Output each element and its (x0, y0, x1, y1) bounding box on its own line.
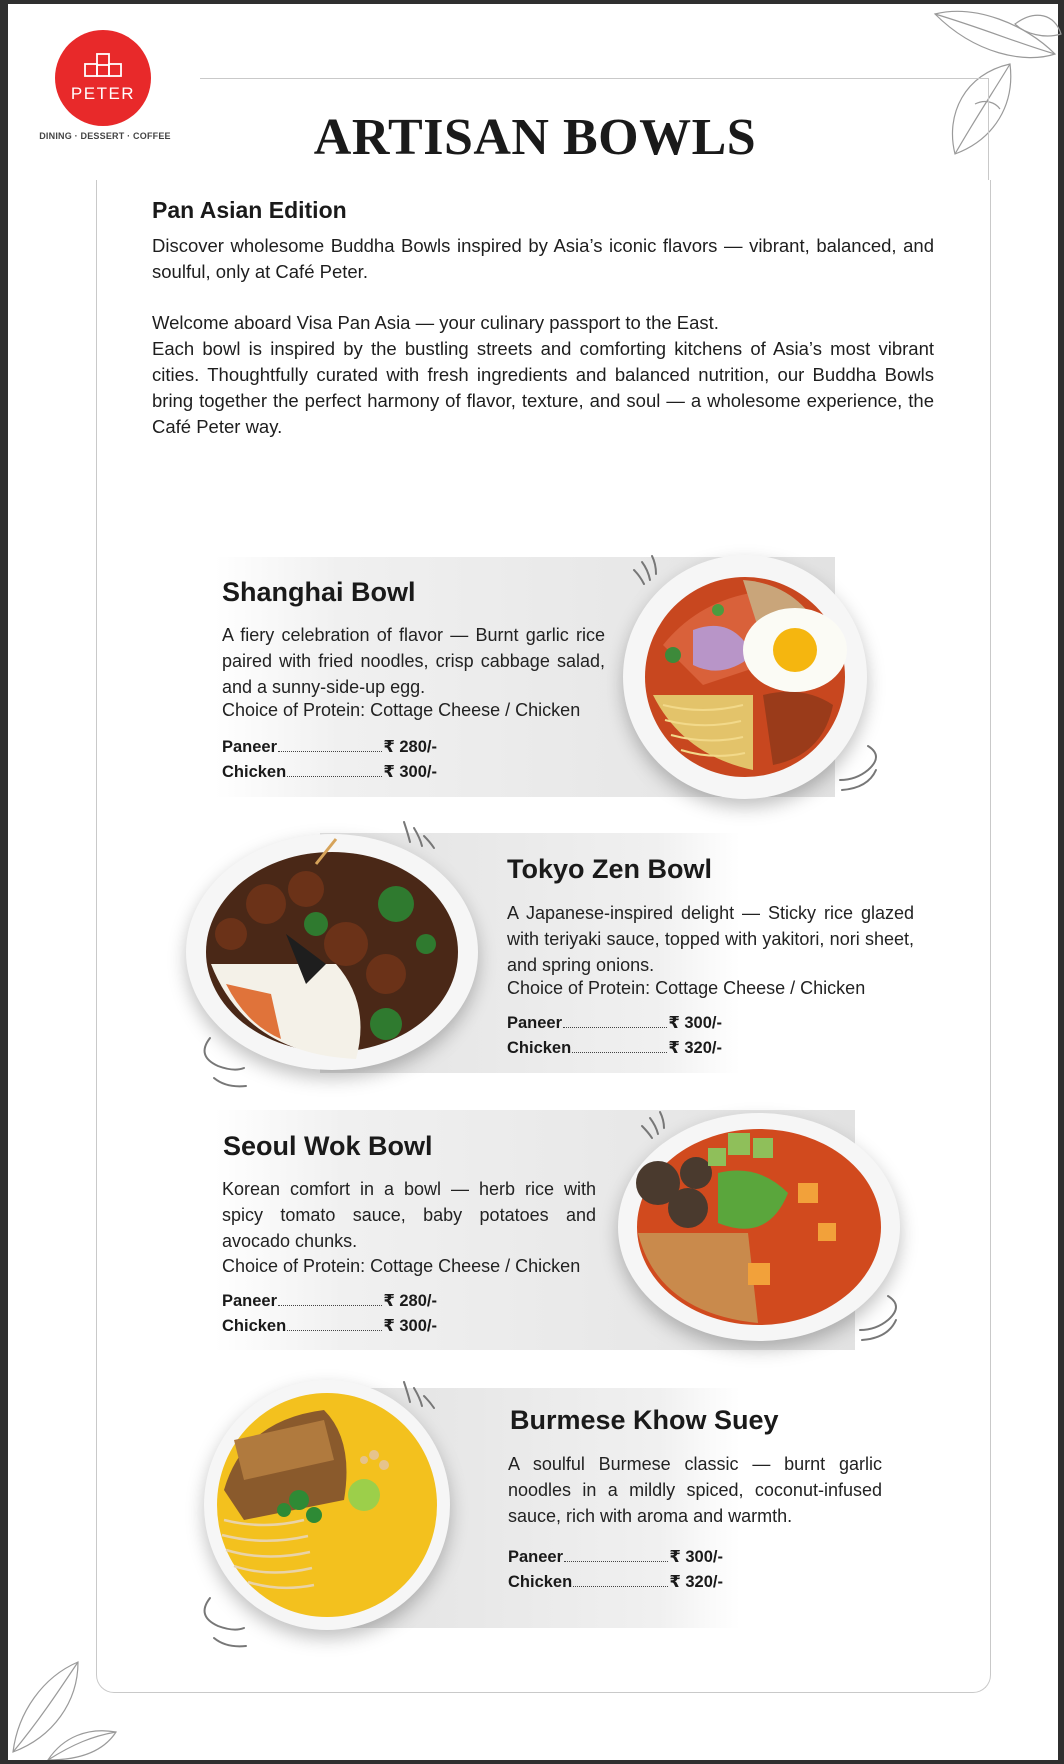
left-border (0, 0, 8, 1764)
price-row (508, 1547, 723, 1567)
divider (988, 78, 989, 180)
dish-description: Korean comfort in a bowl — herb rice with spicy tomato sauce, baby potatoes and avocado chunks. (222, 1179, 596, 1251)
brand-logo (55, 30, 151, 126)
leader-dots (278, 751, 382, 752)
price-label: Paneer (222, 1292, 278, 1310)
steam-swoosh-icon (400, 818, 440, 854)
price-row (222, 762, 437, 782)
price-row (222, 1316, 437, 1336)
price-label: Paneer (507, 1014, 563, 1032)
steam-swoosh-icon (196, 1034, 254, 1090)
building-icon (83, 52, 123, 78)
welcome-paragraph (152, 310, 934, 440)
dish-protein: Choice of Protein: Cottage Cheese / Chicken (507, 978, 866, 998)
dish-description: A Japanese-inspired delight — Sticky rice glazed with teriyaki sauce, topped with yakitori, nori sheet, and spring onions. (507, 903, 914, 975)
price-label: Paneer (222, 738, 278, 756)
dish-description: A soulful Burmese classic — burnt garlic noodles in a mildly spiced, coconut-infused sauce, rich with aroma and warmth. (508, 1454, 882, 1526)
leader-dots (563, 1027, 667, 1028)
price-label: Paneer (508, 1548, 564, 1566)
steam-swoosh-icon (628, 550, 668, 590)
dish-protein: Choice of Protein: Cottage Cheese / Chicken (222, 1256, 581, 1276)
price-label: Chicken (222, 1317, 287, 1335)
price-value: ₹ 300/- (669, 1548, 723, 1566)
price-row (222, 737, 437, 757)
logo-text: PETER (70, 84, 136, 103)
price-row (508, 1572, 723, 1592)
welcome-body: Each bowl is inspired by the bustling streets and comforting kitchens of Asia’s most vibrant cities. Thoughtfully curated with fresh ingredients and balanced nutrition, our Buddha Bowls bring together the perfect harmony of flavor, texture, and soul — a wholesome experience, the Café Peter way. (152, 338, 934, 437)
price-value: ₹ 320/- (669, 1573, 723, 1591)
dish-name: Shanghai Bowl (222, 577, 416, 607)
top-border (0, 0, 1064, 4)
price-value: ₹ 280/- (383, 738, 437, 756)
intro-paragraph: Discover wholesome Buddha Bowls inspired by Asia’s iconic flavors — vibrant, balanced, and soulful, only at Café Peter. (152, 235, 934, 282)
steam-swoosh-icon (400, 1378, 440, 1414)
price-label: Chicken (222, 763, 287, 781)
page-title: ARTISAN BOWLS (313, 109, 757, 166)
price-row (507, 1038, 722, 1058)
dish-name: Seoul Wok Bowl (223, 1131, 433, 1161)
brand-tagline: DINING · DESSERT · COFFEE (39, 131, 171, 141)
bottom-border (0, 1760, 1064, 1764)
price-row (507, 1013, 722, 1033)
steam-swoosh-icon (828, 740, 886, 796)
steam-swoosh-icon (196, 1594, 254, 1650)
price-value: ₹ 300/- (668, 1014, 722, 1032)
dish-description: A fiery celebration of flavor — Burnt garlic rice paired with fried noodles, crisp cabbage salad, and a sunny-side-up egg. (222, 625, 605, 697)
leader-dots (572, 1052, 667, 1053)
leader-dots (287, 776, 382, 777)
price-value: ₹ 300/- (383, 763, 437, 781)
price-label: Chicken (507, 1039, 572, 1057)
price-value: ₹ 300/- (383, 1317, 437, 1335)
dish-name: Tokyo Zen Bowl (507, 854, 713, 884)
dish-name: Burmese Khow Suey (510, 1405, 779, 1435)
leader-dots (564, 1561, 668, 1562)
price-value: ₹ 280/- (383, 1292, 437, 1310)
price-label: Chicken (508, 1573, 573, 1591)
steam-swoosh-icon (636, 1106, 676, 1142)
leaf-decoration-top-right-icon (915, 4, 1063, 164)
price-value: ₹ 320/- (668, 1039, 722, 1057)
divider (200, 78, 988, 79)
leader-dots (287, 1330, 382, 1331)
dish-photo (204, 1380, 450, 1630)
edition-heading: Pan Asian Edition (152, 197, 347, 223)
price-row (222, 1291, 437, 1311)
steam-swoosh-icon (848, 1290, 906, 1346)
leader-dots (573, 1586, 668, 1587)
right-border (1058, 0, 1064, 1764)
leader-dots (278, 1305, 382, 1306)
welcome-line: Welcome aboard Visa Pan Asia — your culinary passport to the East. (152, 312, 719, 333)
dish-protein: Choice of Protein: Cottage Cheese / Chicken (222, 700, 581, 720)
